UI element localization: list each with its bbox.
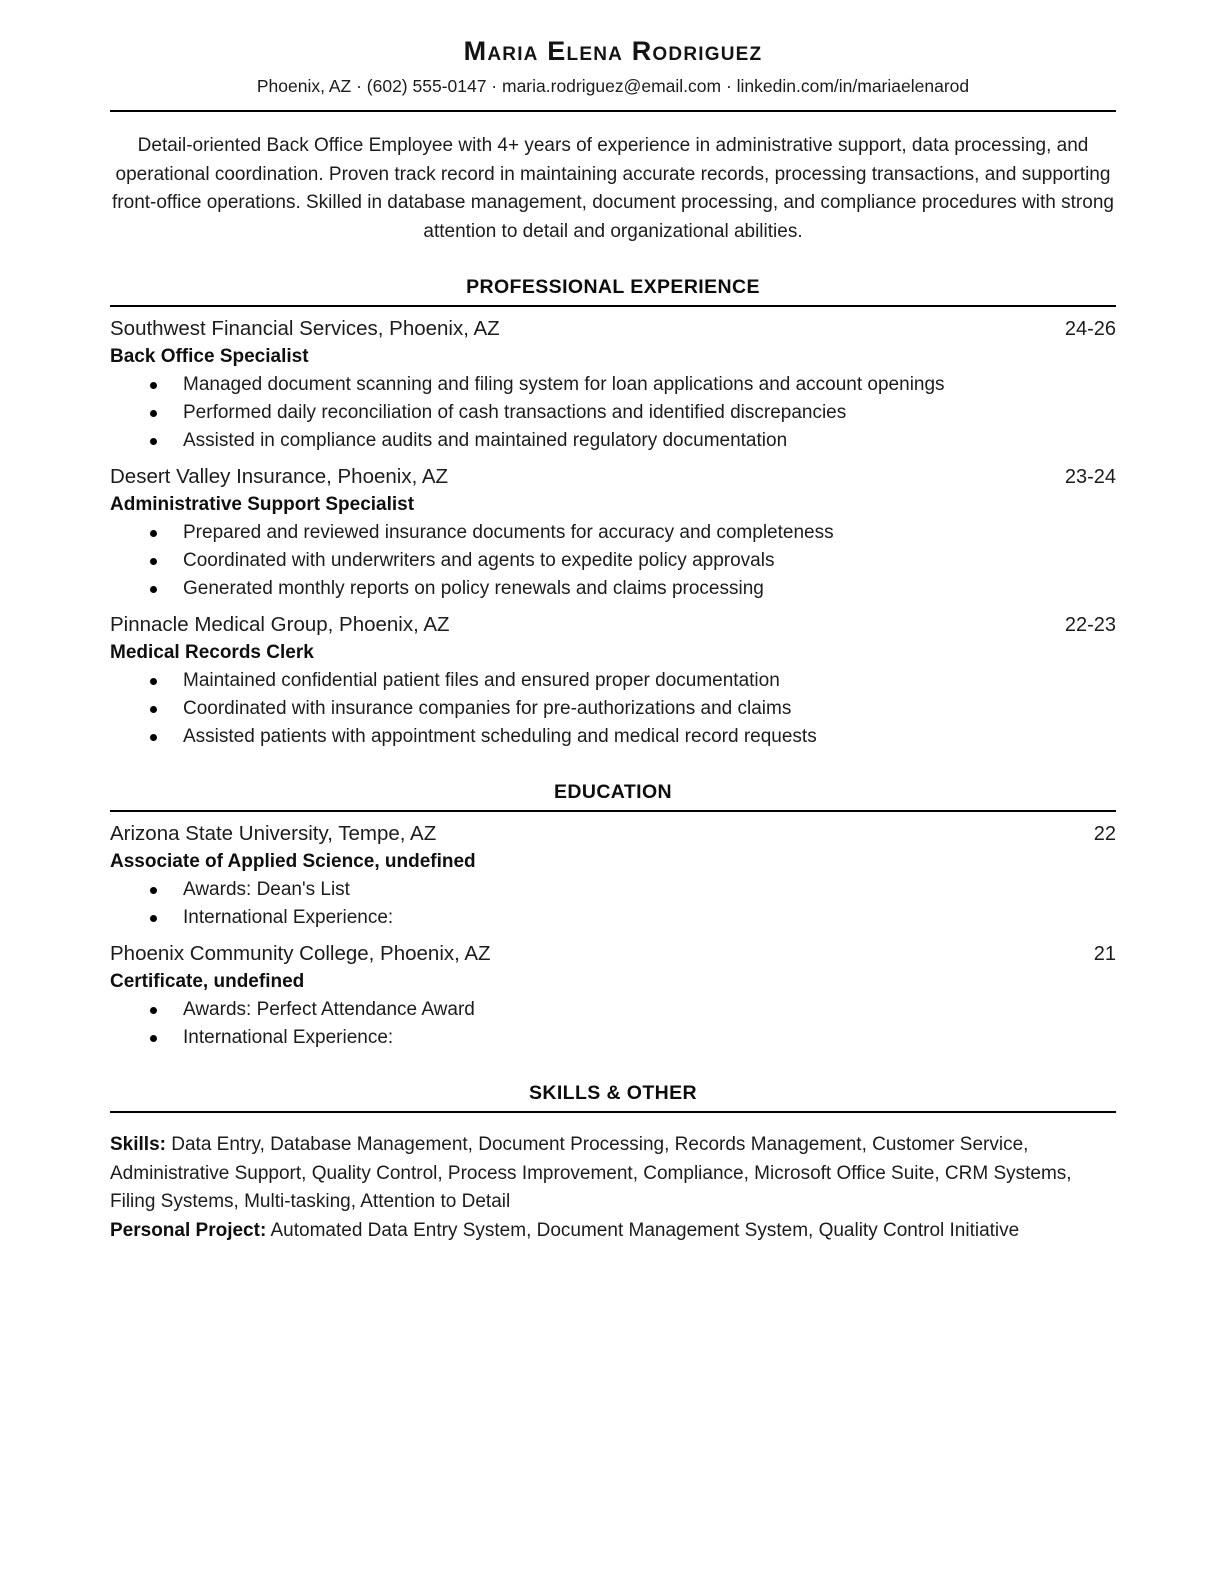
bullet-dot xyxy=(150,1007,157,1014)
bullet-text: Prepared and reviewed insurance documents for accuracy and completeness xyxy=(183,522,834,543)
bullet-item xyxy=(110,904,1116,932)
skills-label: Skills: xyxy=(110,1134,166,1155)
bullet-item xyxy=(110,695,1116,723)
experience-entry-header xyxy=(110,611,1116,639)
experience-entry-header xyxy=(110,315,1116,343)
bullet-item xyxy=(110,876,1116,904)
bullet-text: Awards: Dean's List xyxy=(183,879,350,900)
header-divider xyxy=(110,110,1116,112)
job-title: Medical Records Clerk xyxy=(110,642,314,663)
bullet-list xyxy=(110,876,1116,932)
bullet-text: Coordinated with insurance companies for pre-authorizations and claims xyxy=(183,698,792,719)
job-title: Back Office Specialist xyxy=(110,346,309,367)
contact-line: Phoenix, AZ · (602) 555-0147 · maria.rodriguez@email.com · linkedin.com/in/mariaelenarod xyxy=(256,76,970,96)
section-experience xyxy=(110,274,1116,751)
bullet-text: Performed daily reconciliation of cash transactions and identified discrepancies xyxy=(183,402,847,423)
experience-entry-header xyxy=(110,463,1116,491)
bullet-item xyxy=(110,1024,1116,1052)
education-entry-header xyxy=(110,940,1116,968)
education-section-title: EDUCATION xyxy=(110,779,1116,812)
date-range: 23-24 xyxy=(1064,466,1116,488)
bullet-text: Managed document scanning and filing system for loan applications and account openings xyxy=(183,374,945,395)
company-name: Southwest Financial Services, Phoenix, AZ xyxy=(110,317,500,340)
bullet-list xyxy=(110,519,1116,603)
date-range: 22 xyxy=(1093,823,1116,845)
date-range: 22-23 xyxy=(1064,614,1116,636)
bullet-item xyxy=(110,723,1116,751)
bullet-list xyxy=(110,371,1116,455)
section-skills-other xyxy=(110,1080,1116,1245)
date-range: 21 xyxy=(1093,943,1116,965)
experience-entry xyxy=(110,463,1116,603)
date-range: 24-26 xyxy=(1064,318,1116,340)
summary-paragraph: Detail-oriented Back Office Employee with 4+ years of experience in administrative support, data processing, and operational coordination. Proven track record in maintaining accurate records, processing transactions, and supporting front-office operations. Skilled in database management, document processing, and compliance procedures with strong attention to detail and organizational abilities. xyxy=(112,135,1114,242)
job-title: Administrative Support Specialist xyxy=(110,494,415,515)
experience-entry xyxy=(110,611,1116,751)
school-name: Phoenix Community College, Phoenix, AZ xyxy=(110,942,491,965)
bullet-text: Generated monthly reports on policy renewals and claims processing xyxy=(183,578,764,599)
bullet-dot xyxy=(150,382,157,389)
skills-text: Data Entry, Database Management, Document Processing, Records Management, Customer Service, Administrative Support, Quality Control, Process Improvement, Compliance, Microsoft Office Suite, CRM Systems, Filing Systems, Multi-tasking, Attention to Detail xyxy=(110,1134,1072,1212)
bullet-dot xyxy=(150,438,157,445)
bullet-text: Awards: Perfect Attendance Award xyxy=(183,999,475,1020)
bullet-list xyxy=(110,996,1116,1052)
bullet-dot xyxy=(150,558,157,565)
bullet-text: International Experience: xyxy=(183,1027,394,1048)
personal-project-label: Personal Project: xyxy=(110,1219,267,1241)
education-entry-header xyxy=(110,820,1116,848)
skills-line xyxy=(110,1131,1116,1217)
bullet-item xyxy=(110,996,1116,1024)
bullet-item xyxy=(110,575,1116,603)
bullet-list xyxy=(110,667,1116,751)
personal-project-text: Automated Data Entry System, Document Management System, Quality Control Initiative xyxy=(266,1219,1020,1241)
bullet-dot xyxy=(150,706,157,713)
skills-section-title: SKILLS & OTHER xyxy=(110,1080,1116,1113)
skills-block xyxy=(110,1131,1116,1245)
bullet-dot xyxy=(150,678,157,685)
bullet-item xyxy=(110,667,1116,695)
education-entry xyxy=(110,820,1116,932)
bullet-dot xyxy=(150,586,157,593)
bullet-dot xyxy=(150,1035,157,1042)
bullet-dot xyxy=(150,887,157,894)
company-name: Pinnacle Medical Group, Phoenix, AZ xyxy=(110,613,450,636)
bullet-item xyxy=(110,427,1116,455)
experience-section-title: PROFESSIONAL EXPERIENCE xyxy=(110,274,1116,307)
bullet-text: Coordinated with underwriters and agents to expedite policy approvals xyxy=(183,550,775,571)
bullet-dot xyxy=(150,734,157,741)
bullet-dot xyxy=(150,410,157,417)
experience-entry xyxy=(110,315,1116,455)
bullet-dot xyxy=(150,530,157,537)
company-name: Desert Valley Insurance, Phoenix, AZ xyxy=(110,465,449,488)
bullet-item xyxy=(110,399,1116,427)
education-entry xyxy=(110,940,1116,1052)
candidate-name: Maria Elena Rodriguez xyxy=(463,36,763,66)
bullet-item xyxy=(110,519,1116,547)
bullet-dot xyxy=(150,915,157,922)
bullet-text: Assisted in compliance audits and maintained regulatory documentation xyxy=(183,430,788,451)
school-name: Arizona State University, Tempe, AZ xyxy=(110,822,437,845)
bullet-item xyxy=(110,371,1116,399)
bullet-item xyxy=(110,547,1116,575)
section-education xyxy=(110,779,1116,1052)
bullet-text: Assisted patients with appointment scheduling and medical record requests xyxy=(183,726,817,747)
degree-title: Certificate, undefined xyxy=(110,971,305,992)
degree-title: Associate of Applied Science, undefined xyxy=(110,851,476,872)
resume-header xyxy=(110,34,1116,112)
personal-project-line xyxy=(110,1217,1116,1246)
bullet-text: International Experience: xyxy=(183,907,394,928)
bullet-text: Maintained confidential patient files and ensured proper documentation xyxy=(183,670,780,691)
